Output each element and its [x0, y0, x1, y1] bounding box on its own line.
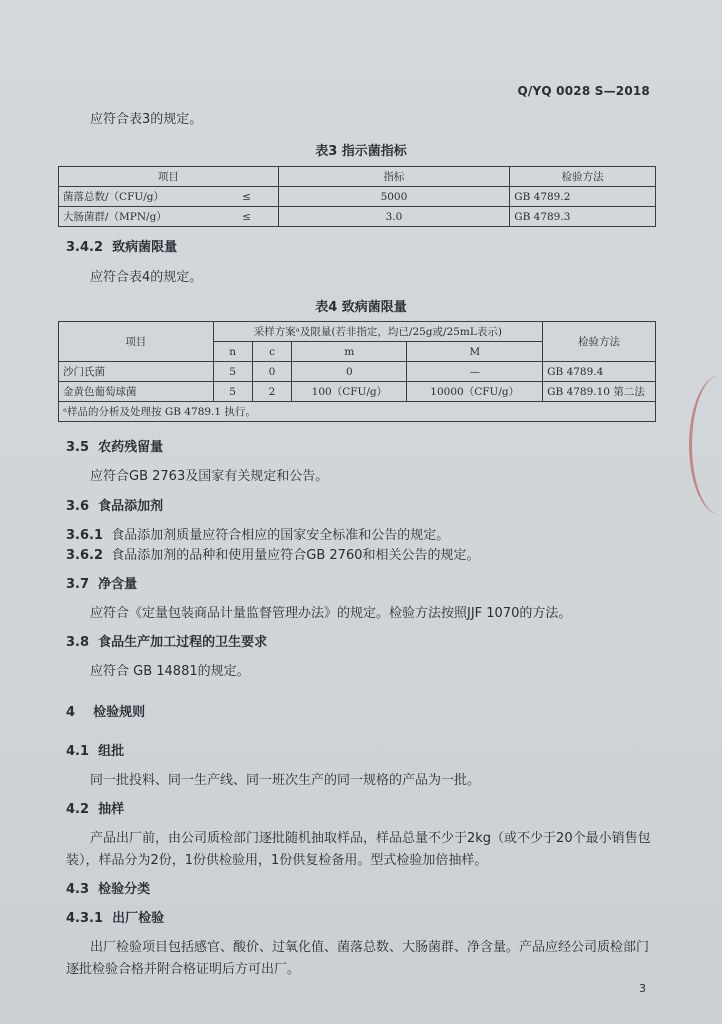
table-cell: ≤ — [215, 187, 278, 207]
table-header-cell: 指标 — [278, 167, 510, 187]
section-heading: 3.8 食品生产加工过程的卫生要求 — [66, 635, 268, 650]
table-header-cell: M — [407, 342, 543, 362]
table-header-cell: 检验方法 — [510, 167, 656, 187]
table-cell: 5 — [213, 382, 252, 402]
page-number: 3 — [639, 982, 646, 995]
section-heading: 4.2 抽样 — [66, 802, 125, 817]
table-cell: GB 4789.3 — [510, 207, 656, 227]
table-header-cell: m — [292, 342, 407, 362]
table-cell: 5000 — [278, 187, 510, 207]
section-heading: 4.1 组批 — [66, 744, 125, 759]
paragraph: 同一批投料、同一生产线、同一班次生产的同一规格的产品为一批。 — [90, 773, 481, 788]
table-cell: ≤ — [215, 207, 278, 227]
table-header-cell: n — [213, 342, 252, 362]
table-cell: 0 — [252, 362, 292, 382]
table-header-cell: 检验方法 — [543, 322, 656, 362]
section-heading: 4.3 检验分类 — [66, 882, 151, 897]
document-code: Q/YQ 0028 S—2018 — [517, 84, 650, 98]
table-row — [59, 207, 656, 227]
table-header-cell: 采样方案ᵃ及限量(若非指定，均已/25g或/25mL表示) — [213, 322, 543, 342]
table-cell: 金黄色葡萄球菌 — [59, 382, 214, 402]
table-cell: 0 — [292, 362, 407, 382]
paragraph: 产品出厂前，由公司质检部门逐批随机抽取样品，样品总量不少于2kg（或不少于20个最小销售包 — [90, 831, 651, 846]
table-cell: 100（CFU/g） — [292, 382, 407, 402]
table4-caption: 表4 致病菌限量 — [315, 300, 407, 315]
section-heading: 3.6 食品添加剂 — [66, 499, 164, 514]
paragraph: 应符合 GB 14881的规定。 — [90, 664, 250, 679]
table-header-row — [59, 322, 656, 342]
table-footnote-row — [59, 402, 656, 422]
section-heading: 3.4.2 致病菌限量 — [66, 240, 178, 255]
paragraph: 3.6.1 食品添加剂质量应符合相应的国家安全标准和公告的规定。 — [66, 528, 450, 543]
paragraph: 3.6.2 食品添加剂的品种和使用量应符合GB 2760和相关公告的规定。 — [66, 548, 480, 563]
table-cell: 大肠菌群/（MPN/g） — [59, 207, 216, 227]
table-row — [59, 362, 656, 382]
paragraph: 装），样品分为2份，1份供检验用，1份供复检备用。型式检验加倍抽样。 — [66, 853, 488, 868]
paragraph: 应符合GB 2763及国家有关规定和公告。 — [90, 469, 329, 484]
table-cell: 沙门氏菌 — [59, 362, 214, 382]
table4 — [58, 321, 656, 422]
table-header-cell: 项目 — [59, 322, 214, 362]
table-header-row — [59, 167, 656, 187]
table-cell: — — [407, 362, 543, 382]
section-heading: 3.7 净含量 — [66, 577, 138, 592]
table-cell: 菌落总数/（CFU/g） — [59, 187, 216, 207]
stamp-mark — [689, 375, 722, 515]
intro-text: 应符合表3的规定。 — [90, 112, 203, 127]
table-cell: 5 — [213, 362, 252, 382]
table-row — [59, 382, 656, 402]
table-cell: GB 4789.4 — [543, 362, 656, 382]
chapter-heading: 4 检验规则 — [66, 705, 146, 720]
table-row — [59, 187, 656, 207]
table-cell: GB 4789.10 第二法 — [543, 382, 656, 402]
paragraph: 应符合《定量包装商品计量监督管理办法》的规定。检验方法按照JJF 1070的方法。 — [90, 606, 572, 621]
table3 — [58, 166, 656, 227]
paragraph: 逐批检验合格并附合格证明后方可出厂。 — [66, 962, 301, 977]
table-footnote: ᵃ样品的分析及处理按 GB 4789.1 执行。 — [59, 402, 656, 422]
table-header-cell: 项目 — [59, 167, 279, 187]
table3-caption: 表3 指示菌指标 — [315, 144, 407, 159]
table-header-cell: c — [252, 342, 292, 362]
section-heading: 3.5 农药残留量 — [66, 440, 164, 455]
section-heading: 4.3.1 出厂检验 — [66, 911, 165, 926]
table-cell: 2 — [252, 382, 292, 402]
table-cell: 3.0 — [278, 207, 510, 227]
table-cell: GB 4789.2 — [510, 187, 656, 207]
table-cell: 10000（CFU/g） — [407, 382, 543, 402]
paragraph: 应符合表4的规定。 — [90, 270, 203, 285]
paragraph: 出厂检验项目包括感官、酸价、过氧化值、菌落总数、大肠菌群、净含量。产品应经公司质检部门 — [90, 940, 650, 955]
